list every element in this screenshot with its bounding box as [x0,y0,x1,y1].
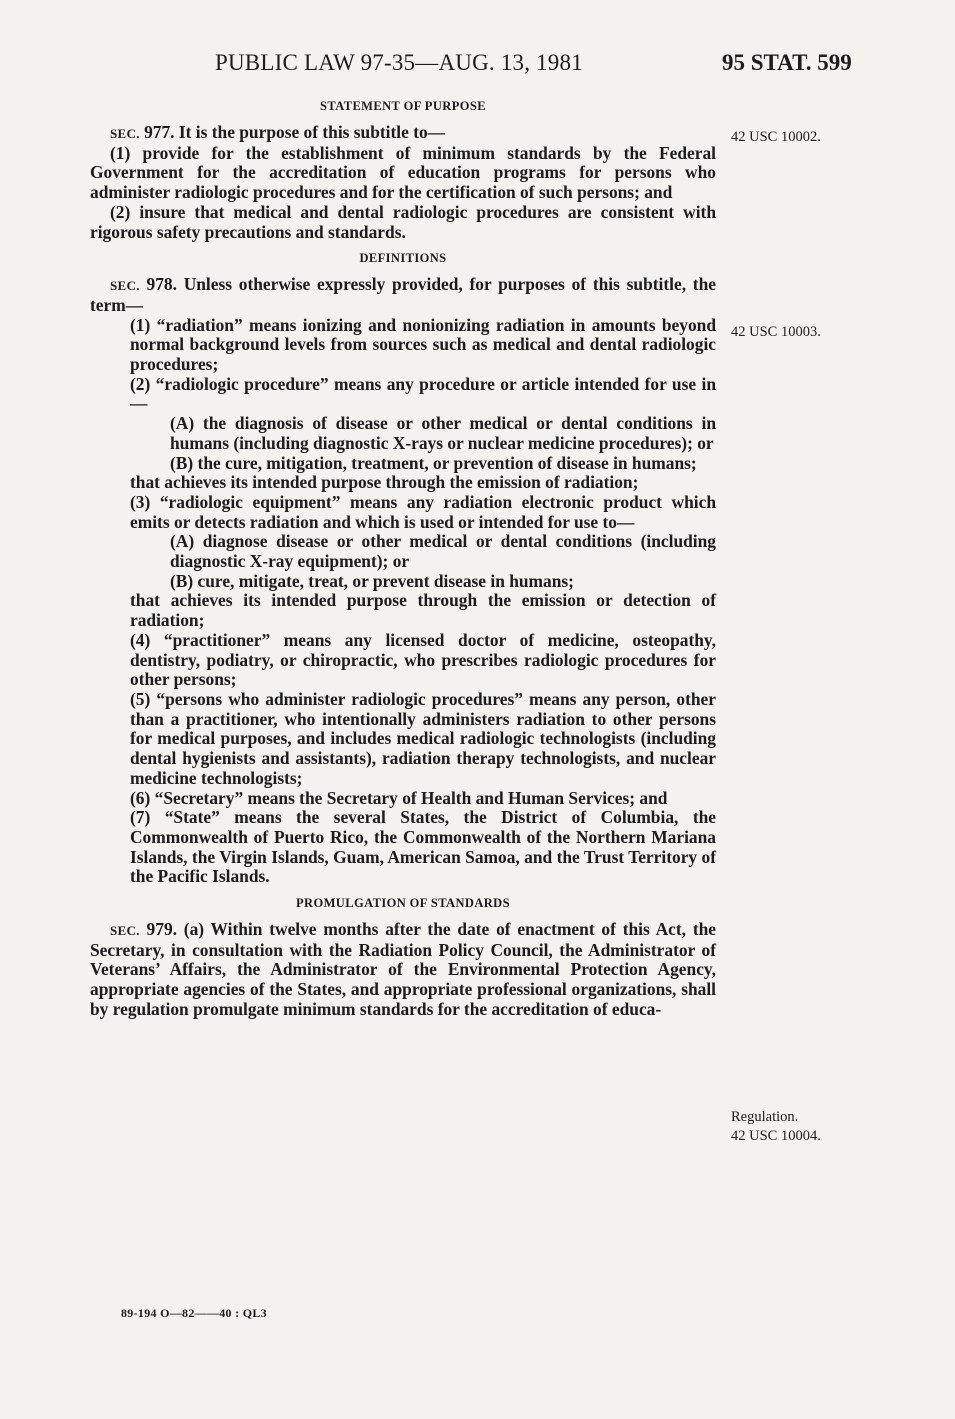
definition-state: (7) “State” means the several States, the District of Columbia, the Commonwealth of Puerto Rico, the Commonwealth of the Northern Mariana Islands, the Virgin Islands, Guam, American Samoa, and the Trust Territory of the Pacific Islands. [130,807,716,887]
definition-radiation: (1) “radiation” means ionizing and nonionizing radiation in amounts beyond normal background levels from sources such as medical and dental radiologic procedures; [130,314,716,375]
definition-radiologic-procedure: (2) “radiologic procedure” means any procedure or article intended for use in— [130,373,716,414]
section-label: SEC. [110,126,140,141]
definition-practitioner: (4) “practitioner” means any licensed doctor of medicine, osteopathy, dentistry, podiatry, or chiropractic, who prescribes radiologic procedures for other persons; [130,629,716,690]
definition-radiologic-equipment: (3) “radiologic equipment” means any radiation electronic product which emits or detects radiation and which is used or intended for use to— [130,491,716,532]
purpose-paragraph-1: (1) provide for the establishment of minimum standards by the Federal Government for the accreditation of education programs for persons who administer radiologic procedures and for the certification of such persons; and [90,142,716,203]
heading-definitions: DEFINITIONS [359,251,447,266]
heading-promulgation-of-standards: PROMULGATION OF STANDARDS [296,896,510,911]
definition-radiologic-equipment-tail: that achieves its intended purpose through the emission or detection of radiation; [130,590,716,631]
definition-radiologic-procedure-tail: that achieves its intended purpose through the emission of radiation; [130,472,639,493]
definition-radiologic-procedure-b: (B) the cure, mitigation, treatment, or prevention of disease in humans; [170,452,697,473]
section-977-lead [90,123,716,144]
running-header-stat-page: 95 STAT. 599 [722,50,852,75]
purpose-paragraph-2: (2) insure that medical and dental radiologic procedures are consistent with rigorous safety precautions and standards. [90,201,716,242]
section-label: SEC. [110,278,140,294]
heading-statement-of-purpose: STATEMENT OF PURPOSE [320,99,486,113]
margin-note-usc-10002: 42 USC 10002. [731,129,821,145]
section-977-text: 977. It is the purpose of this subtitle to— [139,122,446,142]
definition-radiologic-procedure-a: (A) the diagnosis of disease or other medical or dental conditions in humans (including diagnostic X-rays or nuclear medicine procedures); or [170,413,716,453]
section-978-text: 978. Unless otherwise expressly provided, for purposes of this subtitle, the term— [90,274,716,315]
section-978-lead [90,275,716,315]
definition-radiologic-equipment-b: (B) cure, mitigate, treat, or prevent disease in humans; [170,570,574,591]
margin-note-regulation: Regulation. [731,1109,799,1125]
definition-persons-who-administer: (5) “persons who administer radiologic procedures” means any person, other than a practitioner, who intentionally administers radiation to other persons for medical purposes, and includes medical radiologic technologists (including dental hygienists and assistants), radiation therapy technologists, and nuclear medicine technologists; [130,688,716,788]
margin-note-usc-10003: 42 USC 10003. [731,324,821,340]
section-979-text: 979. (a) Within twelve months after the date of enactment of this Act, the Secretary, in consultation with the Radiation Policy Council, the Administrator of Veterans’ Affairs, the Administrator of the Environmental Protection Agency, appropriate agencies of the States, and appropriate professional organizations, shall by regulation promulgate minimum standards for the accreditation of educa- [90,919,716,1019]
definition-radiologic-equipment-a: (A) diagnose disease or other medical or dental conditions (including diagnostic X-ray equipment); or [170,531,716,572]
section-label: SEC. [110,923,140,939]
body-text-column [90,98,716,1020]
print-job-code: 89-194 O—82——40 : QL3 [121,1306,267,1320]
definition-secretary: (6) “Secretary” means the Secretary of Health and Human Services; and [130,787,668,808]
margin-note-usc-10004: 42 USC 10004. [731,1128,821,1144]
section-979-lead [90,920,716,1020]
running-header-law: PUBLIC LAW 97-35—AUG. 13, 1981 [215,50,583,75]
